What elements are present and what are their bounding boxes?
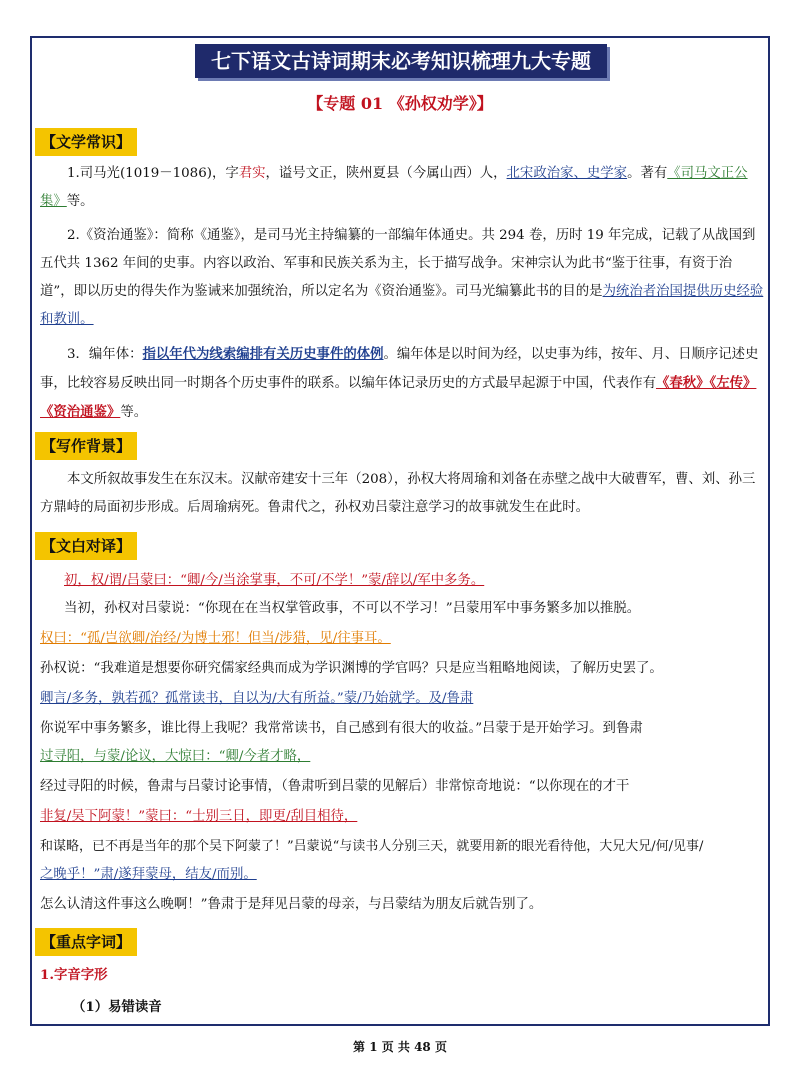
text: 。著有 — [627, 166, 668, 181]
text: 等。 — [120, 405, 148, 420]
text: 2.《资治通鉴》：简称《通鉴》，是司马光主持编纂的一部编年体通史。共 294 卷，历时 19 年完成，记载了从战国到五代共 1362 年间的史事。内容以政治、军事和民族关系为主，长于描写战争。宋神宗认为此书“鉴于往事，有资于治道”，即以历史的得失作为鉴诫来加强统治，所以定名为《资治通鉴》。司马光编纂此书的目的是 — [40, 228, 756, 299]
text: 。编年体是以时间为经，以史事为纬，按年、月、日顺序记述史事，比较容易反映出同一时期各个历史事件的联系。以编年体记录历史的方式最早起源于中国，代表作有 — [40, 347, 759, 391]
modern-line-1: 当初，孙权对吕蒙说：“你现在在当权掌管政事，不可以不学习！”吕蒙用军中事务繁多加以推脱。 — [64, 601, 641, 616]
lit-paragraph-3 — [40, 340, 765, 427]
page-footer: 第 1 页 共 48 页 — [353, 1040, 447, 1054]
modern-line-6: 怎么认清这件事这么晚啊！”鲁肃于是拜见吕蒙的母亲，与吕蒙结为朋友后就告别了。 — [40, 897, 543, 912]
modern-line-3: 你说军中事务繁多，谁比得上我呢？我常常读书，自己感到有很大的收益。”吕蒙于是开始学习。到鲁肃 — [40, 721, 643, 736]
definition: 指以年代为线索编排有关历史事件的体例 — [142, 346, 384, 362]
classical-line-2: 权曰：“孤/岂欲卿/治经/为博士邪！但当/涉猎，见/往事耳。 — [40, 631, 391, 646]
book-title: 《司马文正公集》 — [40, 166, 748, 209]
modern-line-2: 孙权说：“我难道是想要你研究儒家经典而成为学识渊博的学官吗？只是应当粗略地阅读，了解历史罢了。 — [40, 661, 663, 676]
classical-line-3: 卿言/多务，孰若孤？孤常读书，自以为/大有所益。”蒙/乃始就学。及/鲁肃 — [40, 691, 474, 706]
representative-works: 《春秋》《左传》《资治通鉴》 — [40, 375, 757, 420]
courtesy-name: 君实 — [238, 166, 266, 181]
section-literature: 【文学常识】 — [35, 128, 137, 156]
classical-line-1: 初，权/谓/吕蒙曰：“卿/今/当涂掌事，不可/不学！”蒙/辞以/军中多务。 — [64, 573, 485, 588]
lit-paragraph-1 — [40, 160, 765, 216]
text: ，谥号文正，陕州夏县（今属山西）人， — [265, 166, 507, 181]
keywords-sub-2: （1）易错读音 — [72, 999, 162, 1015]
modern-line-4: 经过寻阳的时候，鲁肃与吕蒙讨论事情，（鲁肃听到吕蒙的见解后）非常惊奇地说：“以你现在的才干 — [40, 779, 630, 794]
classical-line-5: 非复/吴下阿蒙！”蒙曰：“士别三日，即更/刮目相待， — [40, 809, 358, 824]
section-background: 【写作背景】 — [35, 432, 137, 460]
keywords-sub-1: 1.字音字形 — [40, 967, 108, 983]
modern-line-5: 和谋略，已不再是当年的那个吴下阿蒙了！”吕蒙说“与读书人分别三天，就要用新的眼光看待他，大兄大兄/何/见事/ — [40, 839, 704, 854]
classical-line-4: 过寻阳，与蒙/论议，大惊曰：“卿/今者才略， — [40, 749, 311, 764]
author-role: 北宋政治家、史学家 — [506, 166, 628, 181]
topic-subtitle: 【专题 01 《孙权劝学》】 — [307, 94, 493, 113]
lit-paragraph-2 — [40, 222, 765, 334]
compile-purpose: 为统治者治国提供历史经验和教训。 — [40, 284, 764, 327]
classical-line-6: 之晚乎！”肃/遂拜蒙母，结友/而别。 — [40, 867, 257, 882]
text: 3．编年体： — [67, 347, 143, 362]
text: 1.司马光(1019－1086)，字 — [67, 166, 239, 181]
background-paragraph: 本文所叙故事发生在东汉末。汉献帝建安十三年（208），孙权大将周瑜和刘备在赤壁之战中大破曹军，曹、刘、孙三方鼎峙的局面初步形成。后周瑜病死。鲁肃代之，孙权劝吕蒙注意学习的故事就发生在此时。 — [40, 472, 756, 515]
section-keywords: 【重点字词】 — [35, 928, 137, 956]
section-translation: 【文白对译】 — [35, 532, 137, 560]
text: 等。 — [66, 194, 94, 209]
page-title: 七下语文古诗词期末必考知识梳理九大专题 — [195, 44, 607, 78]
